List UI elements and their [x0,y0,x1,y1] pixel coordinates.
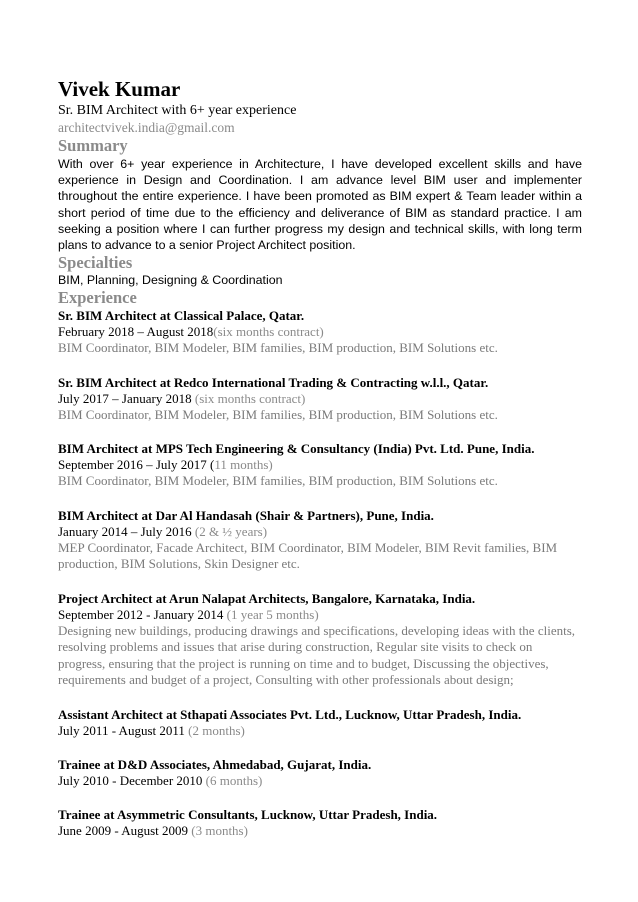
summary-heading: Summary [58,136,128,155]
job-dates-line [58,457,582,473]
job-title: Project Architect at Arun Nalapat Architects, Bangalore, Karnataka, India. [58,590,476,606]
summary-section [58,136,582,253]
experience-heading: Experience [58,288,137,308]
job-dates-line [58,723,582,739]
specialties-section [58,253,582,288]
job-title: Assistant Architect at Sthapati Associates Pvt. Ltd., Lucknow, Uttar Pradesh, India. [58,706,522,722]
specialties-heading: Specialties [58,253,133,273]
job-description: Designing new buildings, producing drawings and specifications, developing ideas with the clients, resolving problems and issues that arise during construction, Regular site visits to check on progress, ensuring that the project is running on time and to budget, Discussing the objectives, requirements and budget of a project, Consulting with other professionals about design; [58,622,576,688]
resume-page [58,76,582,856]
job-duration: (2 months) [184,722,245,738]
job-duration: (6 months) [202,772,263,788]
job-dates-line [58,391,582,407]
experience-entry [58,756,582,789]
experience-entry [58,507,582,573]
job-dates: February 2018 – August 2018 [58,324,214,340]
job-dates-line [58,823,582,839]
job-description: BIM Coordinator, BIM Modeler, BIM families, BIM production, BIM Solutions etc. [58,473,498,489]
job-title: Sr. BIM Architect at Redco International Trading & Contracting w.l.l., Qatar. [58,374,489,390]
experience-entry [58,307,582,357]
job-dates: September 2012 - January 2014 [58,606,224,622]
job-duration: 11 months) [214,457,273,473]
job-dates: July 2011 - August 2011 [58,722,185,738]
job-dates: January 2014 – July 2016 [58,523,192,539]
job-dates: September 2016 – July 2017 ( [58,457,215,473]
job-duration: (six months contract) [213,324,324,340]
job-dates-line [58,773,582,789]
job-duration: (1 year 5 months) [223,606,319,622]
job-description: MEP Coordinator, Facade Architect, BIM Coordinator, BIM Modeler, BIM Revit families, BIM production, BIM Solutions, Skin Designer etc. [58,539,558,572]
job-title: Trainee at Asymmetric Consultants, Lucknow, Uttar Pradesh, India. [58,806,438,822]
job-description: BIM Coordinator, BIM Modeler, BIM families, BIM production, BIM Solutions etc. [58,406,498,422]
job-duration: (3 months) [188,822,248,838]
candidate-headline: Sr. BIM Architect with 6+ year experience [58,103,297,118]
job-title: Trainee at D&D Associates, Ahmedabad, Gujarat, India. [58,756,372,772]
job-dates-line [58,524,582,540]
experience-entry [58,806,582,839]
job-dates-line [58,324,582,340]
job-dates: June 2009 - August 2009 [58,822,188,838]
job-description: BIM Coordinator, BIM Modeler, BIM families, BIM production, BIM Solutions etc. [58,340,498,356]
specialties-text: BIM, Planning, Designing & Coordination [58,273,283,288]
experience-entry [58,440,582,490]
job-dates-line [58,607,582,623]
candidate-email: architectvivek.india@gmail.com [58,120,235,135]
candidate-name: Vivek Kumar [58,77,181,101]
resume-header [58,76,582,136]
job-dates: July 2017 – January 2018 [58,390,192,406]
summary-text: With over 6+ year experience in Architecture, I have developed excellent skills and have experience in Design and Coordination. I am advance level BIM user and implementer throughout the entire experience. I have been promoted as BIM expert & Team leader within a short period of time due to the efficiency and deliverance of BIM as standard practice. I am seeking a position where I can further progress my design and technical skills, with long term plans to advance to a senior Project Architect position. [58,157,582,253]
job-title: Sr. BIM Architect at Classical Palace, Qatar. [58,308,305,324]
job-title: BIM Architect at MPS Tech Engineering & Consultancy (India) Pvt. Ltd. Pune, India. [58,441,535,457]
experience-entry [58,374,582,424]
job-duration: (six months contract) [191,390,306,406]
job-title: BIM Architect at Dar Al Handasah (Shair & Partners), Pune, India. [58,507,434,523]
experience-section [58,288,582,839]
job-dates: July 2010 - December 2010 [58,772,203,788]
job-duration: (2 & ½ years) [191,523,268,539]
experience-entry [58,706,582,739]
experience-entry [58,590,582,689]
